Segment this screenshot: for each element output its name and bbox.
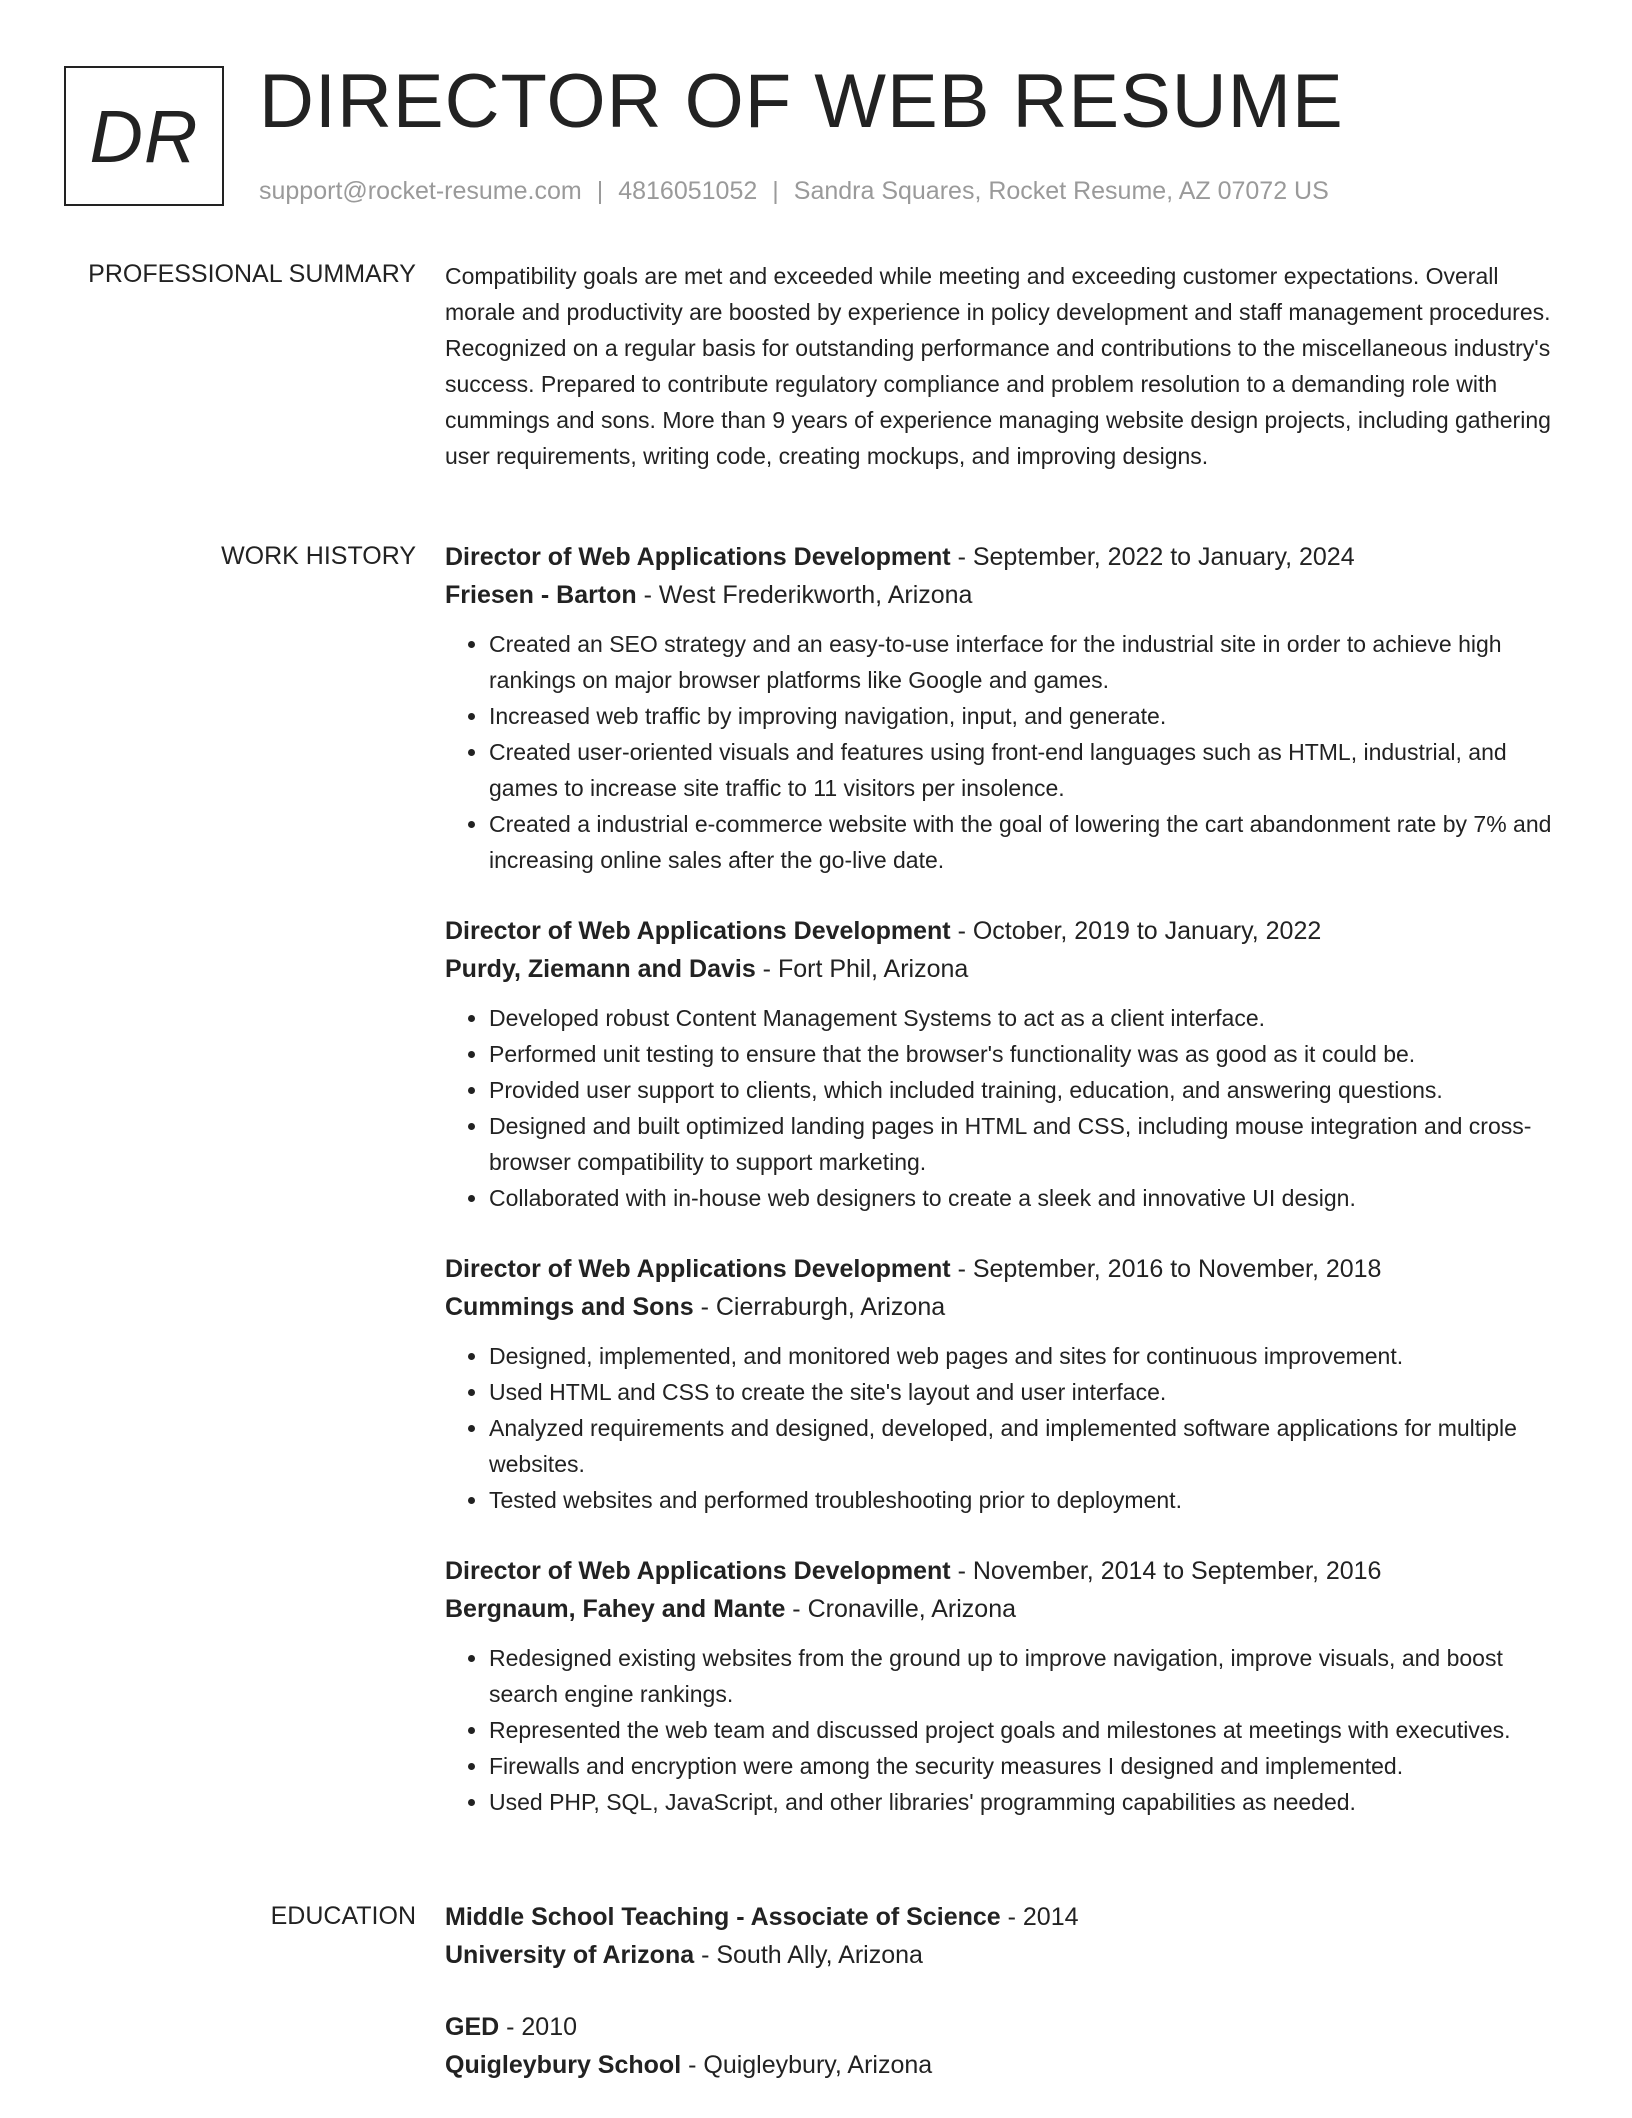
job-bullet: • Provided user support to clients, which included training, education, and answering questions. bbox=[489, 1072, 1555, 1108]
job-company-line bbox=[445, 950, 1555, 988]
job-company: Purdy, Ziemann and Davis bbox=[445, 955, 756, 983]
job-location: - Cierraburgh, Arizona bbox=[693, 1293, 946, 1321]
education-school: University of Arizona bbox=[445, 1941, 695, 1969]
education-location: - Quigleybury, Arizona bbox=[681, 2051, 933, 2079]
monogram-initials: DR bbox=[64, 66, 224, 206]
section-label-work-history: WORK HISTORY bbox=[221, 542, 416, 570]
contact-separator: | bbox=[596, 177, 604, 205]
contact-line bbox=[259, 174, 1329, 208]
job-bullet: • Used HTML and CSS to create the site's layout and user interface. bbox=[489, 1374, 1555, 1410]
job-bullet: • Designed and built optimized landing pages in HTML and CSS, including mouse integration and cross-browser compatibility to support marketing. bbox=[489, 1108, 1555, 1180]
education-school-line bbox=[445, 2046, 1555, 2084]
job-bullet: • Used PHP, SQL, JavaScript, and other libraries' programming capabilities as needed. bbox=[489, 1784, 1555, 1820]
job-bullets bbox=[445, 1640, 1555, 1820]
job-entry bbox=[445, 1552, 1555, 1820]
education-location: - South Ally, Arizona bbox=[694, 1941, 923, 1969]
contact-separator: | bbox=[772, 177, 779, 205]
job-company-line bbox=[445, 1590, 1555, 1628]
education-entry bbox=[445, 1898, 1555, 1974]
work-history-list bbox=[445, 538, 1555, 1854]
education-entry bbox=[445, 2008, 1555, 2084]
job-dates: - September, 2016 to November, 2018 bbox=[950, 1255, 1382, 1283]
contact-email[interactable]: support@rocket-resume.com bbox=[259, 177, 582, 205]
job-bullet: • Firewalls and encryption were among the security measures I designed and implemented. bbox=[489, 1748, 1555, 1784]
job-bullet: • Developed robust Content Management Systems to act as a client interface. bbox=[489, 1000, 1555, 1036]
job-title: Director of Web Applications Development bbox=[445, 543, 951, 571]
education-year: - 2014 bbox=[1000, 1903, 1079, 1931]
job-company: Friesen - Barton bbox=[445, 581, 637, 609]
job-entry bbox=[445, 912, 1555, 1216]
job-bullet: • Represented the web team and discussed project goals and milestones at meetings with executives. bbox=[489, 1712, 1555, 1748]
contact-phone[interactable]: 4816051052 bbox=[618, 177, 758, 205]
job-title-line bbox=[445, 1250, 1555, 1288]
job-location: - Fort Phil, Arizona bbox=[755, 955, 969, 983]
summary-text: Compatibility goals are met and exceeded while meeting and exceeding customer expectations. Overall morale and productivity are boosted by experience in policy development and staff management procedures. Recognized on a regular basis for outstanding performance and contributions to the miscellaneous industry's success. Prepared to contribute regulatory compliance and problem resolution to a demanding role with cummings and sons. More than 9 years of experience managing website design projects, including gathering user requirements, writing code, creating mockups, and improving designs. bbox=[445, 263, 1551, 469]
section-label-education: EDUCATION bbox=[270, 1902, 416, 1930]
job-dates: - November, 2014 to September, 2016 bbox=[950, 1557, 1382, 1585]
job-bullet: • Tested websites and performed troubleshooting prior to deployment. bbox=[489, 1482, 1555, 1518]
education-year: - 2010 bbox=[499, 2013, 578, 2041]
job-title-line bbox=[445, 538, 1555, 576]
education-school: Quigleybury School bbox=[445, 2051, 682, 2079]
job-bullet: • Created a industrial e-commerce website with the goal of lowering the cart abandonment rate by 7% and increasing online sales after the go-live date. bbox=[489, 806, 1555, 878]
education-school-line bbox=[445, 1936, 1555, 1974]
job-location: - West Frederikworth, Arizona bbox=[636, 581, 973, 609]
job-bullet: • Redesigned existing websites from the ground up to improve navigation, improve visuals, and boost search engine rankings. bbox=[489, 1640, 1555, 1712]
job-bullet: • Performed unit testing to ensure that the browser's functionality was as good as it could be. bbox=[489, 1036, 1555, 1072]
education-list bbox=[445, 1898, 1555, 2118]
job-company-line bbox=[445, 1288, 1555, 1326]
job-entry bbox=[445, 538, 1555, 878]
job-bullet: • Analyzed requirements and designed, developed, and implemented software applications for multiple websites. bbox=[489, 1410, 1555, 1482]
job-bullet: • Increased web traffic by improving navigation, input, and generate. bbox=[489, 698, 1555, 734]
job-bullet: • Created an SEO strategy and an easy-to-use interface for the industrial site in order to achieve high rankings on major browser platforms like Google and games. bbox=[489, 626, 1555, 698]
job-dates: - September, 2022 to January, 2024 bbox=[950, 543, 1355, 571]
job-location: - Cronaville, Arizona bbox=[785, 1595, 1017, 1623]
education-degree: Middle School Teaching - Associate of Science bbox=[445, 1903, 1001, 1931]
job-dates: - October, 2019 to January, 2022 bbox=[950, 917, 1322, 945]
job-entry bbox=[445, 1250, 1555, 1518]
job-title: Director of Web Applications Development bbox=[445, 917, 951, 945]
job-bullets bbox=[445, 1000, 1555, 1216]
job-title: Director of Web Applications Development bbox=[445, 1255, 951, 1283]
job-title-line bbox=[445, 1552, 1555, 1590]
job-bullets bbox=[445, 1338, 1555, 1518]
education-degree-line bbox=[445, 1898, 1555, 1936]
resume-title: DIRECTOR OF WEB RESUME bbox=[259, 59, 1344, 144]
job-bullet: • Designed, implemented, and monitored web pages and sites for continuous improvement. bbox=[489, 1338, 1555, 1374]
section-label-summary: PROFESSIONAL SUMMARY bbox=[88, 260, 416, 288]
education-degree-line bbox=[445, 2008, 1555, 2046]
job-bullet: • Created user-oriented visuals and features using front-end languages such as HTML, industrial, and games to increase site traffic to 11 visitors per insolence. bbox=[489, 734, 1555, 806]
contact-address: Sandra Squares, Rocket Resume, AZ 07072 US bbox=[793, 177, 1329, 205]
education-degree: GED bbox=[445, 2013, 500, 2041]
job-bullets bbox=[445, 626, 1555, 878]
job-title-line bbox=[445, 912, 1555, 950]
job-bullet: • Collaborated with in-house web designers to create a sleek and innovative UI design. bbox=[489, 1180, 1555, 1216]
job-company: Cummings and Sons bbox=[445, 1293, 694, 1321]
job-company-line bbox=[445, 576, 1555, 614]
job-title: Director of Web Applications Development bbox=[445, 1557, 951, 1585]
job-company: Bergnaum, Fahey and Mante bbox=[445, 1595, 786, 1623]
